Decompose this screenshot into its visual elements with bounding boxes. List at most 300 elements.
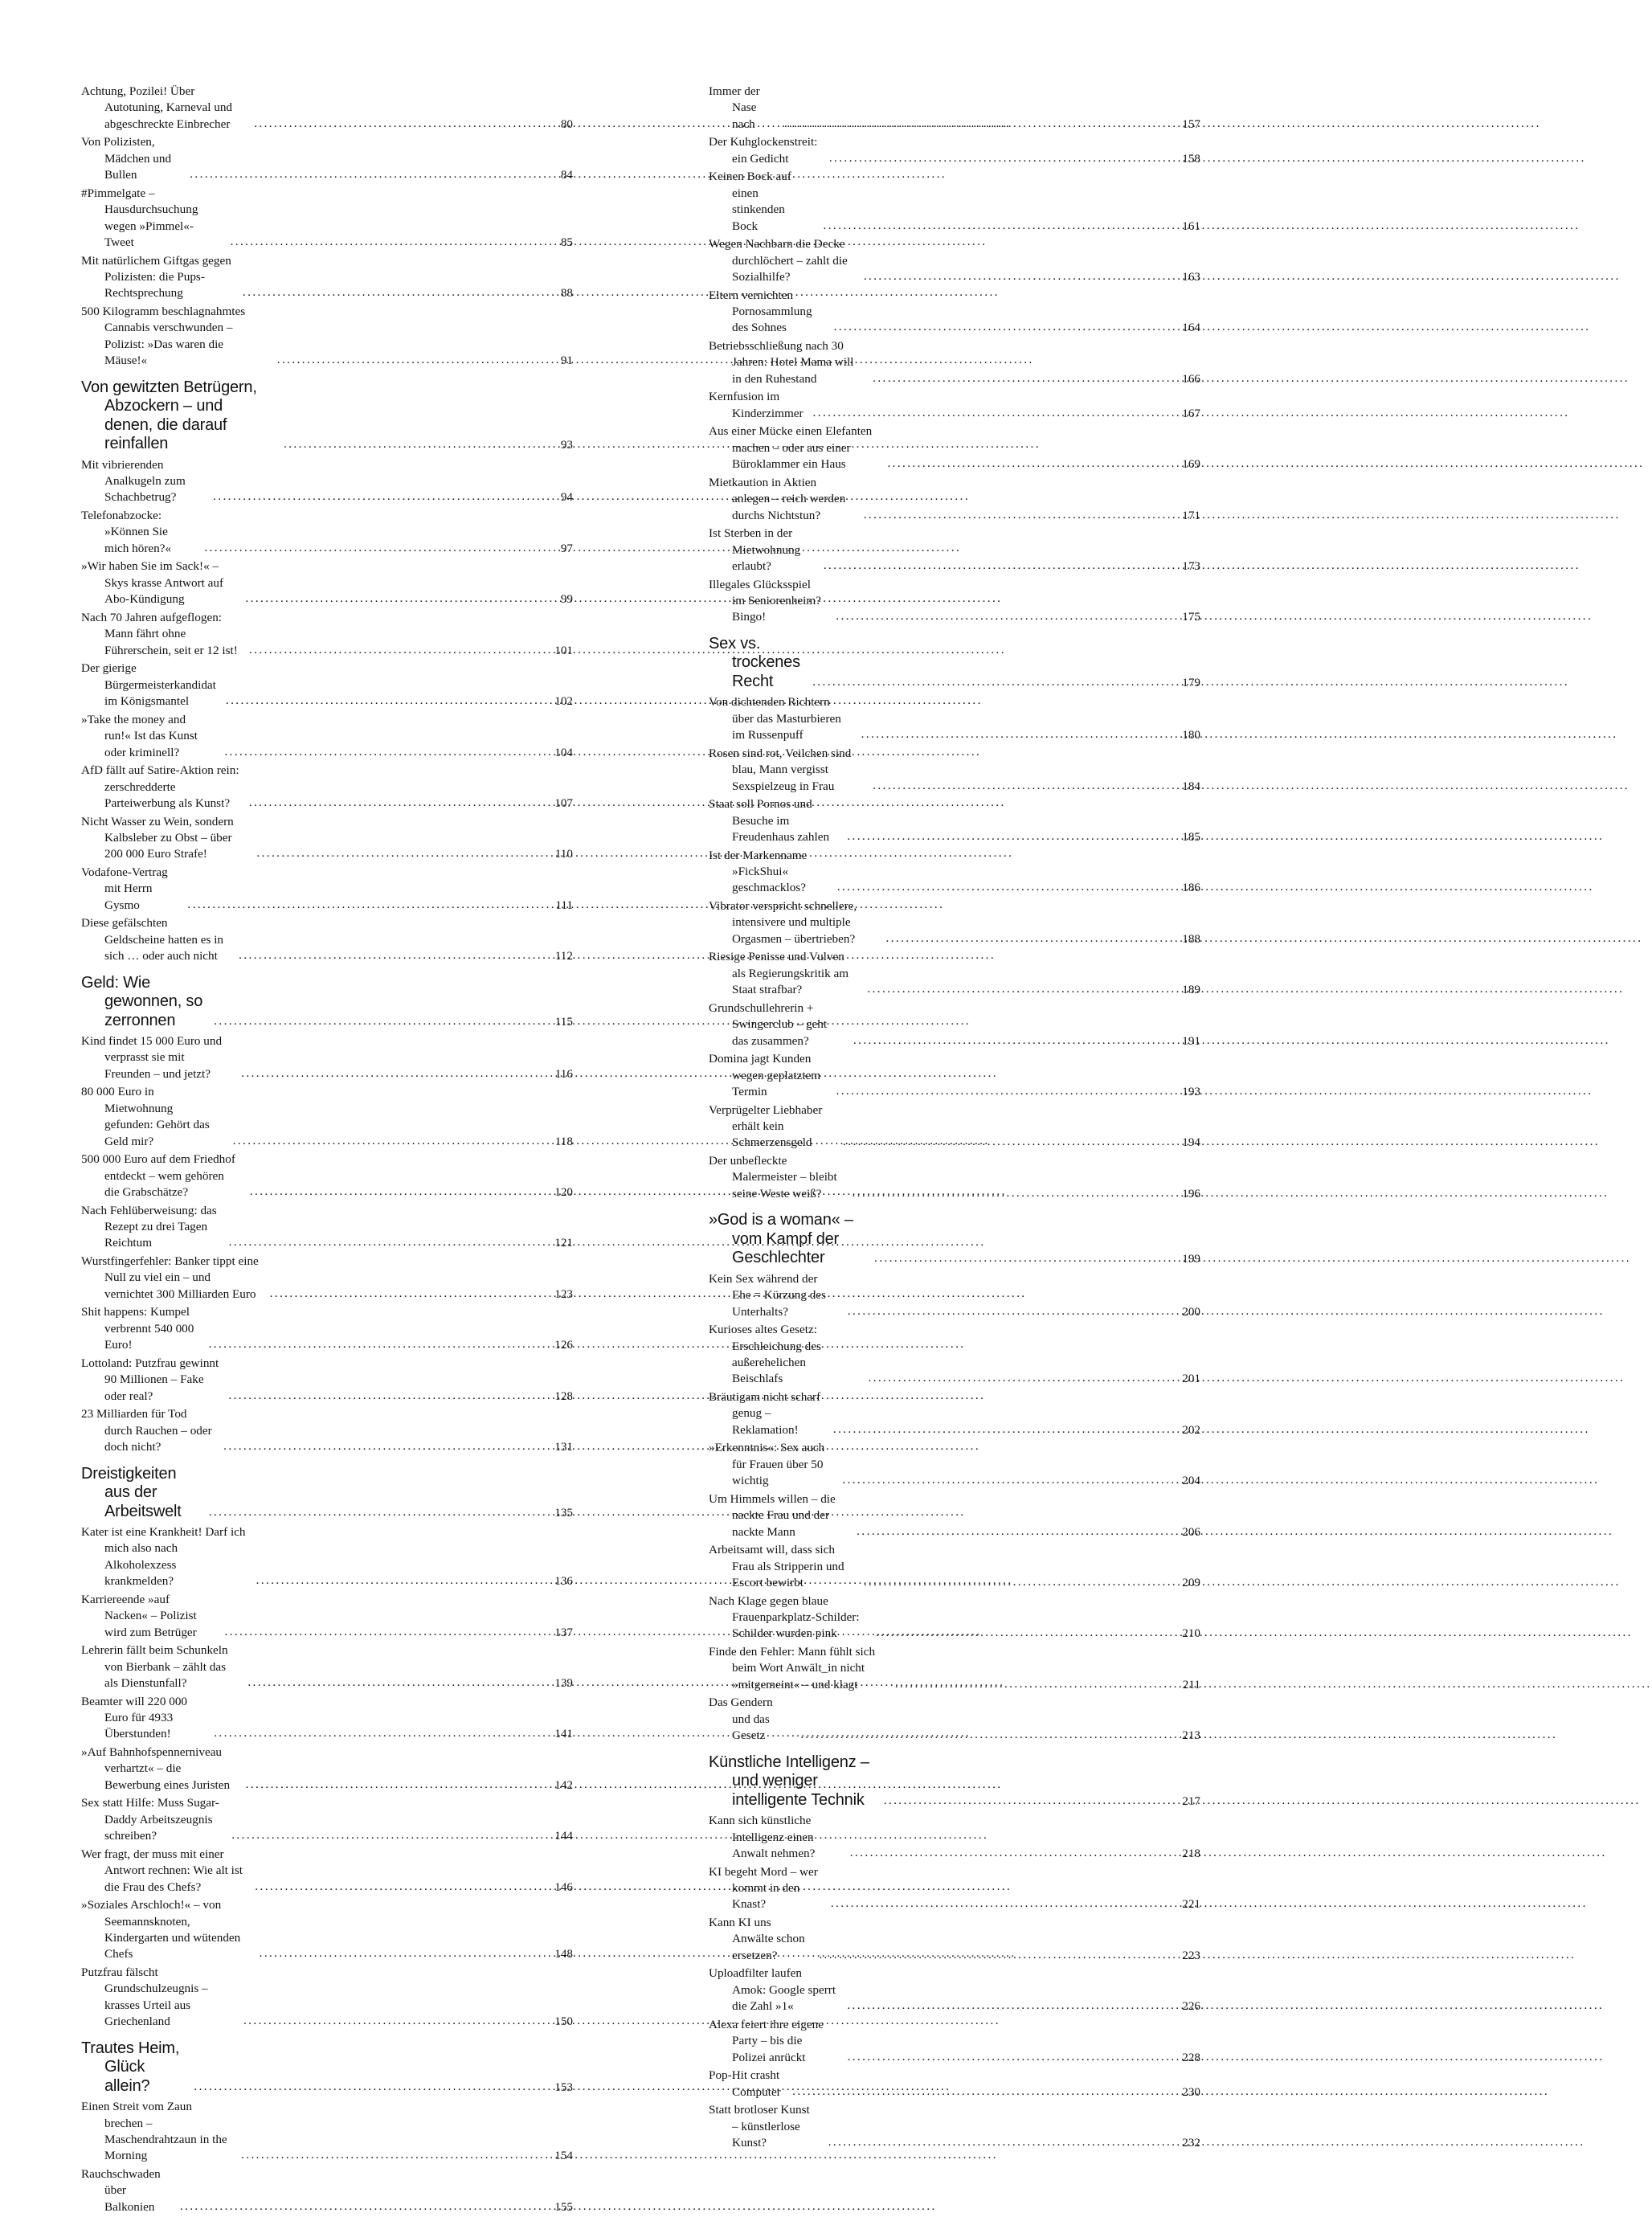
page-number: 128 bbox=[554, 1389, 573, 1403]
toc-entry bbox=[709, 1153, 1200, 1202]
entry-title: Um Himmels willen – die nackte Frau und der nackte Mann bbox=[709, 1491, 836, 1539]
page-number: 193 bbox=[1182, 1085, 1200, 1099]
entry-title: Ist Sterben in der Mietwohnung erlaubt? bbox=[709, 526, 801, 574]
entry-title: Von Polizisten, Mädchen und Bullen bbox=[81, 135, 172, 182]
page-number: 137 bbox=[554, 1625, 573, 1639]
toc-entry bbox=[81, 1304, 573, 1353]
page-number: 126 bbox=[554, 1338, 573, 1352]
page-number: 153 bbox=[554, 2080, 573, 2094]
dot-leader bbox=[833, 1134, 1182, 1150]
chapter-title: »God is a woman« – vom Kampf der Geschlechter bbox=[709, 1211, 853, 1267]
chapter-title: Künstliche Intelligenz – und weniger intelligente Technik bbox=[709, 1753, 869, 1809]
dot-leader bbox=[268, 352, 561, 368]
page-number: 146 bbox=[554, 1880, 573, 1894]
toc-entry bbox=[81, 661, 573, 710]
page-number: 80 bbox=[560, 117, 573, 131]
toc-entry bbox=[709, 288, 1200, 337]
entry-title: »Auf Bahnhofspennerniveau verhartzt« – die Bewerbung eines Juristen bbox=[81, 1745, 231, 1792]
page-number: 169 bbox=[1182, 457, 1200, 472]
dot-leader bbox=[854, 1574, 1183, 1590]
toc-entry bbox=[81, 1151, 573, 1201]
toc-entry bbox=[81, 1847, 573, 1896]
chapter-title: Trautes Heim, Glück allein? bbox=[81, 2039, 180, 2095]
entry-title: Der unbefleckte Malermeister – bleibt seine Weste weiß? bbox=[709, 1154, 837, 1201]
toc-entry bbox=[709, 1322, 1200, 1388]
page-number: 206 bbox=[1182, 1524, 1200, 1539]
dot-leader bbox=[885, 1676, 1183, 1692]
entry-title: Verprügelter Liebhaber erhält kein Schmerzensgeld bbox=[709, 1102, 823, 1150]
page-number: 101 bbox=[554, 643, 573, 657]
page-number: 157 bbox=[1182, 117, 1200, 131]
entry-title: Alexa feiert ihre eigene Party – bis die Polizei anrückt bbox=[709, 2017, 824, 2064]
entry-title: Nach 70 Jahren aufgeflogen: Mann fährt ohne Führerschein, seit er 12 ist! bbox=[81, 610, 238, 657]
entry-title: Immer der Nase nach bbox=[709, 84, 760, 131]
chapter-title: Von gewitzten Betrügern, Abzockern – und denen, die darauf reinfallen bbox=[81, 378, 257, 453]
dot-leader bbox=[852, 726, 1183, 742]
page-number: 111 bbox=[555, 898, 573, 912]
page-number: 155 bbox=[554, 2199, 573, 2214]
page-number: 218 bbox=[1182, 1846, 1200, 1860]
toc-entry bbox=[709, 423, 1200, 472]
page-number: 120 bbox=[554, 1185, 573, 1200]
page-number: 217 bbox=[1182, 1794, 1200, 1808]
entry-title: Vibrator verspricht schnellere, intensivere und multiple Orgasmen – übertrieben? bbox=[709, 899, 857, 946]
dot-leader bbox=[820, 150, 1182, 166]
entry-title: Keinen Bock auf einen stinkenden Bock bbox=[709, 170, 791, 233]
toc-entry bbox=[81, 1897, 573, 1963]
dot-leader bbox=[203, 489, 561, 505]
toc-entry bbox=[81, 1084, 573, 1150]
dot-leader bbox=[854, 507, 1183, 523]
toc-entry bbox=[81, 610, 573, 659]
page-number: 194 bbox=[1182, 1135, 1200, 1150]
page-number: 200 bbox=[1182, 1304, 1200, 1319]
entry-title: Achtung, Pozilei! Über Autotuning, Karneval und abgeschreckte Einbrecher bbox=[81, 84, 233, 131]
dot-leader bbox=[216, 693, 554, 709]
page-number: 199 bbox=[1182, 1252, 1200, 1266]
entry-title: Aus einer Mücke einen Elefanten machen – oder aus einer Büroklammer ein Haus bbox=[709, 424, 873, 472]
page-number: 186 bbox=[1182, 881, 1200, 895]
entry-title: Illegales Glücksspiel im Seniorenheim? Bingo! bbox=[709, 577, 821, 624]
page-number: 204 bbox=[1182, 1474, 1200, 1488]
dot-leader bbox=[809, 1947, 1182, 1963]
toc-entry bbox=[81, 1033, 573, 1082]
dot-leader bbox=[783, 2084, 1182, 2100]
entry-title: Der gierige Bürgermeisterkandidat im Königsmantel bbox=[81, 661, 216, 709]
toc-chapter-heading bbox=[81, 1465, 573, 1522]
toc-entry bbox=[709, 746, 1200, 795]
dot-leader bbox=[239, 642, 554, 658]
entry-title: Kater ist eine Krankheit! Darf ich mich also nach Alkoholexzess krankmelden? bbox=[81, 1525, 246, 1589]
dot-leader bbox=[223, 1133, 555, 1149]
dot-leader bbox=[231, 2147, 554, 2163]
dot-leader bbox=[821, 1896, 1182, 1912]
entry-title: Betriebsschließung nach 30 Jahren: Hotel Mama will in den Ruhestand bbox=[709, 339, 854, 386]
entry-title: Shit happens: Kumpel verbrennt 540 000 Euro! bbox=[81, 1305, 194, 1352]
dot-leader bbox=[250, 1945, 555, 1961]
entry-title: »Wir haben Sie im Sack!« – Skys krasse Antwort auf Abo-Kündigung bbox=[81, 559, 224, 607]
entry-title: Kurioses altes Gesetz: Erschleichung des außerehelichen Beischlafs bbox=[709, 1323, 821, 1386]
toc-entry bbox=[709, 84, 1200, 133]
entry-title: Wurstfingerfehler: Banker tippt eine Null zu viel ein – und vernichtet 300 Milliarden Euro bbox=[81, 1254, 259, 1301]
toc-entry bbox=[709, 1695, 1200, 1744]
toc-left-page bbox=[81, 84, 573, 2217]
entry-title: Mietkaution in Aktien anlegen – reich werden durchs Nichtstun? bbox=[709, 475, 846, 522]
dot-leader bbox=[837, 828, 1182, 845]
page-number: 118 bbox=[554, 1134, 573, 1148]
entry-title: Staat soll Pornos und Besuche im Freudenhaus zahlen bbox=[709, 797, 830, 844]
page-number: 104 bbox=[554, 745, 573, 759]
page-number: 110 bbox=[554, 847, 573, 861]
entry-title: Telefonabzocke: »Können Sie mich hören?« bbox=[81, 509, 172, 555]
toc-right-page bbox=[709, 84, 1200, 2154]
page-number: 164 bbox=[1182, 321, 1200, 335]
dot-leader bbox=[877, 456, 1182, 472]
entry-title: Rosen sind rot, Veilchen sind blau, Mann vergisst Sexspielzeug in Frau bbox=[709, 746, 852, 793]
dot-leader bbox=[814, 558, 1182, 574]
entry-title: Kein Sex während der Ehe = Kürzung des Unterhalts? bbox=[709, 1271, 826, 1319]
toc-entry bbox=[709, 1440, 1200, 1489]
page-number: 144 bbox=[554, 1829, 573, 1843]
page-number: 136 bbox=[554, 1574, 573, 1589]
entry-title: »Erkenntnis«: Sex auch für Frauen über 50 wichtig bbox=[709, 1441, 825, 1488]
page-number: 121 bbox=[554, 1236, 573, 1250]
dot-leader bbox=[184, 2079, 554, 2095]
entry-title: Domina jagt Kunden wegen geplatztem Termin bbox=[709, 1052, 821, 1099]
toc-entry bbox=[709, 338, 1200, 387]
dot-leader bbox=[826, 608, 1182, 624]
page-number: 154 bbox=[554, 2149, 573, 2163]
dot-leader bbox=[247, 1573, 555, 1589]
toc-entry bbox=[709, 169, 1200, 235]
chapter-title: Geld: Wie gewonnen, so zerronnen bbox=[81, 973, 203, 1029]
dot-leader bbox=[857, 981, 1182, 997]
entry-title: Mit natürlichem Giftgas gegen Polizisten: die Pups-Rechtsprechung bbox=[81, 253, 231, 301]
toc-entry bbox=[709, 694, 1200, 743]
page-number: 210 bbox=[1182, 1626, 1200, 1641]
entry-title: 500 000 Euro auf dem Friedhof entdeckt – wem gehören die Grabschätze? bbox=[81, 1152, 235, 1200]
entry-title: Das Gendern und das Gesetz bbox=[709, 1695, 773, 1743]
entry-title: Lottoland: Putzfrau gewinnt 90 Millionen – Fake oder real? bbox=[81, 1356, 219, 1403]
dot-leader bbox=[229, 947, 555, 963]
dot-leader bbox=[827, 1083, 1183, 1099]
toc-entry bbox=[709, 949, 1200, 998]
entry-title: »Soziales Arschloch!« – von Seemannsknoten, Kindergarten und wütenden Chefs bbox=[81, 1898, 241, 1961]
toc-entry bbox=[709, 236, 1200, 285]
entry-title: Beamter will 220 000 Euro für 4933 Überstunden! bbox=[81, 1694, 188, 1741]
page-number: 150 bbox=[554, 2015, 573, 2029]
page-number: 131 bbox=[554, 1440, 573, 1454]
page-number: 141 bbox=[554, 1727, 573, 1741]
entry-title: Nicht Wasser zu Wein, sondern Kalbsleber zu Obst – über 200 000 Euro Strafe! bbox=[81, 814, 234, 861]
page-number: 188 bbox=[1182, 931, 1200, 946]
entry-title: 23 Milliarden für Tod durch Rauchen – oder doch nicht? bbox=[81, 1407, 212, 1454]
page-number: 167 bbox=[1182, 406, 1200, 420]
dot-leader bbox=[180, 166, 561, 182]
entry-title: Rauchschwaden über Balkonien bbox=[81, 2167, 161, 2214]
dot-leader bbox=[842, 1185, 1182, 1201]
page-number: 142 bbox=[554, 1777, 573, 1792]
page-number: 173 bbox=[1182, 559, 1200, 574]
page-number: 97 bbox=[560, 541, 573, 555]
dot-leader bbox=[858, 1370, 1182, 1386]
page-number: 158 bbox=[1182, 151, 1200, 166]
toc-chapter-heading bbox=[709, 635, 1200, 692]
entry-title: Arbeitsamt will, dass sich Frau als Stripperin und Escort bewirbt bbox=[709, 1543, 844, 1589]
dot-leader bbox=[236, 1777, 555, 1793]
page-number: 223 bbox=[1182, 1948, 1200, 1962]
chapter-title: Sex vs. trockenes Recht bbox=[709, 634, 800, 690]
toc-entry bbox=[709, 2017, 1200, 2066]
page-number: 171 bbox=[1182, 508, 1200, 522]
page-number: 175 bbox=[1182, 610, 1200, 624]
entry-title: 500 Kilogramm beschlagnahmtes Cannabis verschwunden – Polizist: »Das waren die Mäuse!« bbox=[81, 305, 246, 368]
toc-entry bbox=[709, 1542, 1200, 1591]
entry-title: AfD fällt auf Satire-Aktion rein: zerschredderte Parteiwerbung als Kunst? bbox=[81, 763, 239, 810]
toc-entry bbox=[709, 1491, 1200, 1540]
dot-leader bbox=[854, 268, 1182, 284]
toc-entry bbox=[81, 186, 573, 252]
dot-leader bbox=[178, 897, 555, 913]
toc-entry bbox=[81, 712, 573, 761]
page-number: 112 bbox=[554, 949, 573, 963]
toc-entry bbox=[709, 577, 1200, 626]
dot-leader bbox=[814, 218, 1183, 234]
dot-leader bbox=[824, 1421, 1182, 1438]
entry-title: Eltern vernichten Pornosammlung des Sohnes bbox=[709, 288, 812, 335]
entry-title: »Take the money and run!« Ist das Kunst oder kriminell? bbox=[81, 712, 198, 759]
toc-entry bbox=[709, 1813, 1200, 1862]
dot-leader bbox=[233, 284, 561, 301]
dot-leader bbox=[239, 795, 554, 811]
dot-leader bbox=[214, 1438, 554, 1454]
dot-leader bbox=[804, 405, 1183, 421]
dot-leader bbox=[215, 1624, 554, 1640]
dot-leader bbox=[863, 370, 1182, 387]
toc-entry bbox=[709, 1271, 1200, 1320]
dot-leader bbox=[260, 1286, 555, 1302]
dot-leader bbox=[840, 1845, 1182, 1861]
dot-leader bbox=[838, 2049, 1183, 2065]
toc-entry bbox=[709, 1000, 1200, 1049]
toc-entry bbox=[81, 558, 573, 607]
toc-entry bbox=[709, 1102, 1200, 1151]
dot-leader bbox=[775, 116, 1182, 132]
dot-leader bbox=[791, 1727, 1182, 1743]
entry-title: Kind findet 15 000 Euro und verprasst sie mit Freunden – und jetzt? bbox=[81, 1034, 223, 1081]
dot-leader bbox=[238, 1675, 554, 1691]
toc-entry bbox=[81, 1406, 573, 1455]
toc-entry bbox=[81, 253, 573, 302]
entry-title: Wegen Nachbarn die Decke durchlöchert – zahlt die Sozialhilfe? bbox=[709, 237, 848, 284]
entry-title: Vodafone-Vertrag mit Herrn Gysmo bbox=[81, 865, 168, 912]
dot-leader bbox=[240, 1184, 554, 1200]
dot-leader bbox=[222, 1827, 554, 1843]
chapter-title: Dreistigkeiten aus der Arbeitswelt bbox=[81, 1464, 182, 1520]
page-number: 180 bbox=[1182, 728, 1200, 742]
toc-entry bbox=[81, 134, 573, 183]
toc-entry bbox=[709, 2102, 1200, 2151]
entry-title: Nach Klage gegen blaue Frauenparkplatz-Schilder: Schilder wurden pink bbox=[709, 1593, 860, 1641]
dot-leader bbox=[219, 1234, 555, 1250]
toc-entry bbox=[709, 898, 1200, 947]
toc-chapter-heading bbox=[81, 378, 573, 454]
entry-title: Der Kuhglockenstreit: ein Gedicht bbox=[709, 135, 818, 166]
page-number: 230 bbox=[1182, 2084, 1200, 2099]
page-number: 196 bbox=[1182, 1186, 1200, 1201]
dot-leader bbox=[204, 1725, 554, 1741]
dot-leader bbox=[803, 674, 1182, 690]
toc-entry bbox=[709, 1644, 1200, 1693]
page-number: 189 bbox=[1182, 983, 1200, 997]
dot-leader bbox=[221, 234, 561, 250]
dot-leader bbox=[215, 744, 554, 760]
toc-entry bbox=[709, 475, 1200, 524]
page-number: 226 bbox=[1182, 1999, 1200, 2014]
page-number: 185 bbox=[1182, 830, 1200, 844]
toc-entry bbox=[81, 508, 573, 557]
toc-entry bbox=[81, 1795, 573, 1844]
toc-chapter-heading bbox=[709, 1753, 1200, 1810]
page-number: 135 bbox=[554, 1505, 573, 1520]
toc-entry bbox=[81, 1524, 573, 1590]
dot-leader bbox=[234, 2013, 554, 2029]
page-number: 139 bbox=[554, 1676, 573, 1691]
dot-leader bbox=[838, 1303, 1182, 1319]
entry-title: Sex statt Hilfe: Muss Sugar-Daddy Arbeitszeugnis schreiben? bbox=[81, 1796, 219, 1843]
dot-leader bbox=[219, 1388, 554, 1404]
page-number: 232 bbox=[1182, 2135, 1200, 2150]
page-number: 123 bbox=[554, 1286, 573, 1301]
dot-leader bbox=[199, 1504, 555, 1520]
toc-entry bbox=[709, 796, 1200, 845]
dot-leader bbox=[874, 1793, 1183, 1809]
toc-entry bbox=[81, 1965, 573, 2031]
page-number: 85 bbox=[560, 235, 573, 250]
page-number: 202 bbox=[1182, 1422, 1200, 1437]
toc-entry bbox=[709, 1864, 1200, 1913]
page-number: 213 bbox=[1182, 1728, 1200, 1743]
toc-entry bbox=[709, 1593, 1200, 1642]
dot-leader bbox=[204, 1013, 555, 1029]
dot-leader bbox=[847, 1524, 1182, 1540]
toc-entry bbox=[81, 1592, 573, 1641]
page-number: 102 bbox=[554, 694, 573, 709]
dot-leader bbox=[245, 1879, 554, 1895]
dot-leader bbox=[194, 540, 561, 556]
toc-entry bbox=[709, 526, 1200, 575]
toc-entry bbox=[709, 134, 1200, 167]
entry-title: Finde den Fehler: Mann fühlt sich beim Wort Anwält_in nicht »mitgemeint« – und klagt bbox=[709, 1645, 876, 1691]
dot-leader bbox=[828, 879, 1182, 895]
page-number: 211 bbox=[1182, 1677, 1200, 1691]
toc-entry bbox=[709, 1965, 1200, 2015]
toc-entry bbox=[81, 1745, 573, 1794]
page-number: 84 bbox=[560, 168, 573, 182]
entry-title: Mit vibrierenden Analkugeln zum Schachbetrug? bbox=[81, 457, 186, 505]
entry-title: Bräutigam nicht scharf genug – Reklamation! bbox=[709, 1389, 821, 1437]
dot-leader bbox=[819, 2134, 1183, 2150]
entry-title: Ist der Markenname »FickShui« geschmacklos? bbox=[709, 848, 808, 895]
page-number: 163 bbox=[1182, 270, 1200, 284]
dot-leader bbox=[170, 2199, 554, 2215]
entry-title: Wer fragt, der muss mit einer Antwort rechnen: Wie alt ist die Frau des Chefs? bbox=[81, 1847, 243, 1894]
dot-leader bbox=[824, 319, 1183, 335]
entry-title: Kernfusion im Kinderzimmer bbox=[709, 390, 804, 420]
page-number: 93 bbox=[560, 438, 573, 452]
entry-title: Kann KI uns Anwälte schon ersetzen? bbox=[709, 1915, 805, 1962]
dot-leader bbox=[866, 1625, 1182, 1641]
page-number: 107 bbox=[554, 796, 573, 810]
dot-leader bbox=[231, 1066, 555, 1082]
page-number: 91 bbox=[560, 354, 573, 368]
toc-entry bbox=[81, 763, 573, 812]
dot-leader bbox=[844, 1033, 1182, 1049]
page-number: 184 bbox=[1182, 779, 1200, 793]
toc-entry bbox=[709, 1389, 1200, 1438]
dot-leader bbox=[865, 1250, 1182, 1266]
toc-entry bbox=[81, 1694, 573, 1743]
page-number: 209 bbox=[1182, 1576, 1200, 1589]
toc-entry bbox=[81, 304, 573, 370]
entry-title: KI begeht Mord – wer kommt in den Knast? bbox=[709, 1864, 818, 1912]
page-number: 148 bbox=[554, 1947, 573, 1961]
toc-entry bbox=[81, 84, 573, 133]
toc-entry bbox=[81, 865, 573, 914]
toc-entry bbox=[81, 814, 573, 863]
page-number: 94 bbox=[560, 490, 573, 505]
entry-title: Uploadfilter laufen Amok: Google sperrt die Zahl »1« bbox=[709, 1966, 836, 2014]
dot-leader bbox=[247, 845, 554, 861]
toc-entry bbox=[709, 389, 1200, 422]
entry-title: 80 000 Euro in Mietwohnung gefunden: Gehört das Geld mir? bbox=[81, 1085, 210, 1148]
page-number: 201 bbox=[1182, 1372, 1200, 1386]
page-number: 161 bbox=[1182, 219, 1200, 233]
toc-entry bbox=[81, 1356, 573, 1405]
toc-entry bbox=[81, 2166, 573, 2215]
entry-title: Lehrerin fällt beim Schunkeln von Bierbank – zählt das als Dienstunfall? bbox=[81, 1643, 228, 1691]
dot-leader bbox=[863, 778, 1182, 794]
dot-leader bbox=[837, 1998, 1182, 2014]
entry-title: Diese gefälschten Geldscheine hatten es in sich … oder auch nicht bbox=[81, 916, 224, 963]
dot-leader bbox=[244, 116, 561, 132]
toc-entry bbox=[81, 1203, 573, 1252]
toc-chapter-heading bbox=[81, 2039, 573, 2096]
page-number: 228 bbox=[1182, 2050, 1200, 2064]
page-number: 221 bbox=[1182, 1897, 1200, 1912]
toc-entry bbox=[709, 1051, 1200, 1100]
toc-chapter-heading bbox=[709, 1211, 1200, 1268]
entry-title: Kann sich künstliche Intelligenz einen Anwalt nehmen? bbox=[709, 1814, 816, 1860]
toc-entry bbox=[709, 1915, 1200, 1964]
page-number: 116 bbox=[554, 1066, 573, 1081]
page-number: 191 bbox=[1182, 1033, 1200, 1048]
page-number: 88 bbox=[560, 286, 573, 301]
toc-entry bbox=[81, 2099, 573, 2165]
toc-entry bbox=[709, 848, 1200, 897]
page-number: 99 bbox=[560, 592, 573, 607]
dot-leader bbox=[877, 931, 1183, 947]
toc-entry bbox=[709, 2068, 1200, 2100]
entry-title: Pop-Hit crasht Computer bbox=[709, 2068, 781, 2099]
toc-entry bbox=[81, 457, 573, 506]
page-number: 179 bbox=[1182, 675, 1200, 689]
toc-entry bbox=[81, 915, 573, 964]
entry-title: Putzfrau fälscht Grundschulzeugnis – krasses Urteil aus Griechenland bbox=[81, 1965, 208, 2029]
toc-chapter-heading bbox=[81, 974, 573, 1031]
entry-title: Karriereende »auf Nacken« – Polizist wird zum Betrüger bbox=[81, 1592, 197, 1639]
page-number: 115 bbox=[554, 1014, 573, 1029]
